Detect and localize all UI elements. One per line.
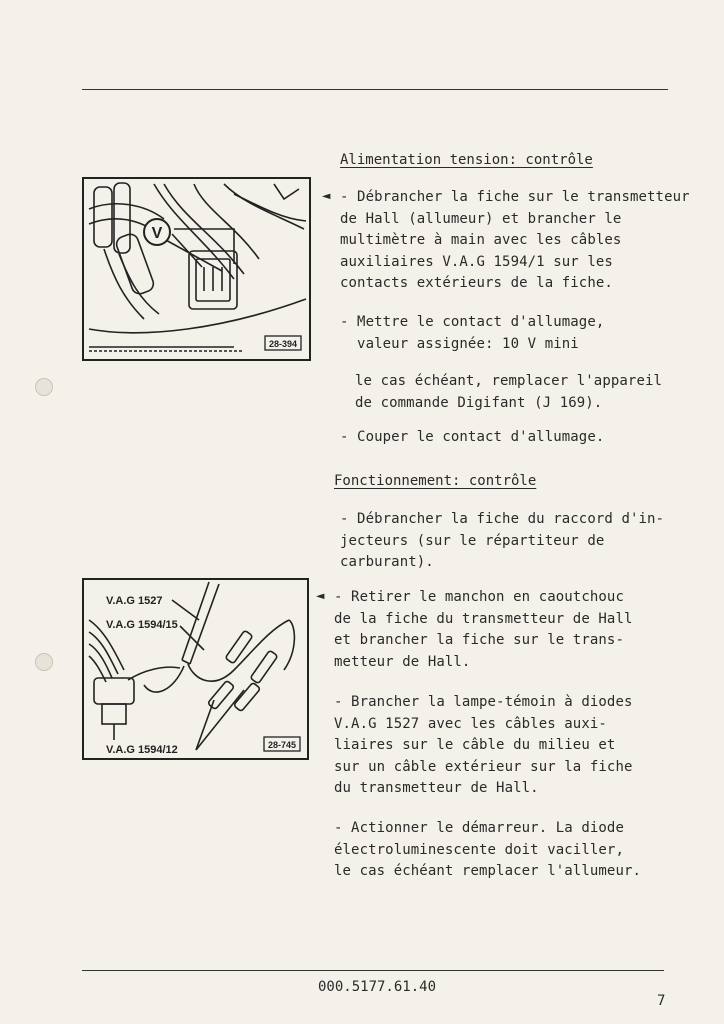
instruction-operate-starter: - Actionner le démarreur. La diode électroluminescente doit vaciller, le cas échéant remplacer l'allumeur. [334, 820, 642, 879]
figure-hall-sender-voltmeter [82, 177, 311, 361]
engine-connector-illustration [84, 179, 309, 359]
header-rule [82, 89, 668, 90]
voltmeter-letter: V [151, 225, 163, 242]
section-heading-function: Fonctionnement: contrôle [334, 473, 537, 489]
callout-vag-1594-12: V.A.G 1594/12 [106, 744, 178, 756]
callout-vag-1527: V.A.G 1527 [106, 595, 163, 607]
instruction-unplug-injector-connector: - Débrancher la fiche du raccord d'in- jecteurs (sur le répartiteur de carburant). [340, 511, 665, 570]
binder-hole-top [35, 378, 53, 396]
page-number: 7 [657, 993, 666, 1009]
document-number: 000.5177.61.40 [318, 979, 437, 995]
figure-label-28-745: 28-745 [267, 740, 297, 750]
footer-rule [82, 970, 664, 971]
instruction-connect-test-lamp: - Brancher la lampe-témoin à diodes V.A.G 1527 avec les câbles auxi- liaires sur le câble du milieu et sur un câble extérieur sur la fiche du transmetteur de Hall. [334, 694, 633, 796]
instruction-ignition-off: - Couper le contact d'allumage. [340, 429, 605, 445]
callout-vag-1594-15: V.A.G 1594/15 [106, 619, 178, 631]
pointer-arrow-2: ◄ [316, 588, 325, 604]
binder-hole-bottom [35, 653, 53, 671]
instruction-replace-control-unit: le cas échéant, remplacer l'appareil de commande Digifant (J 169). [355, 373, 663, 411]
test-lamp-illustration [84, 580, 307, 758]
instruction-ignition-on: - Mettre le contact d'allumage, valeur assignée: 10 V mini [340, 314, 605, 352]
instruction-remove-rubber-sleeve: - Retirer le manchon en caoutchouc de la fiche du transmetteur de Hall et brancher la fiche sur le trans- metteur de Hall. [334, 589, 633, 670]
figure-label-28-394: 28-394 [268, 339, 298, 349]
figure-diode-test-lamp [82, 578, 309, 760]
section-heading-voltage: Alimentation tension: contrôle [340, 152, 593, 168]
pointer-arrow-1: ◄ [322, 188, 331, 204]
instruction-unplug-hall-sender: - Débrancher la fiche sur le transmetteur de Hall (allumeur) et brancher le multimètre à main avec les câbles auxiliaires V.A.G 1594/1 sur les contacts extérieurs de la fiche. [340, 189, 690, 291]
